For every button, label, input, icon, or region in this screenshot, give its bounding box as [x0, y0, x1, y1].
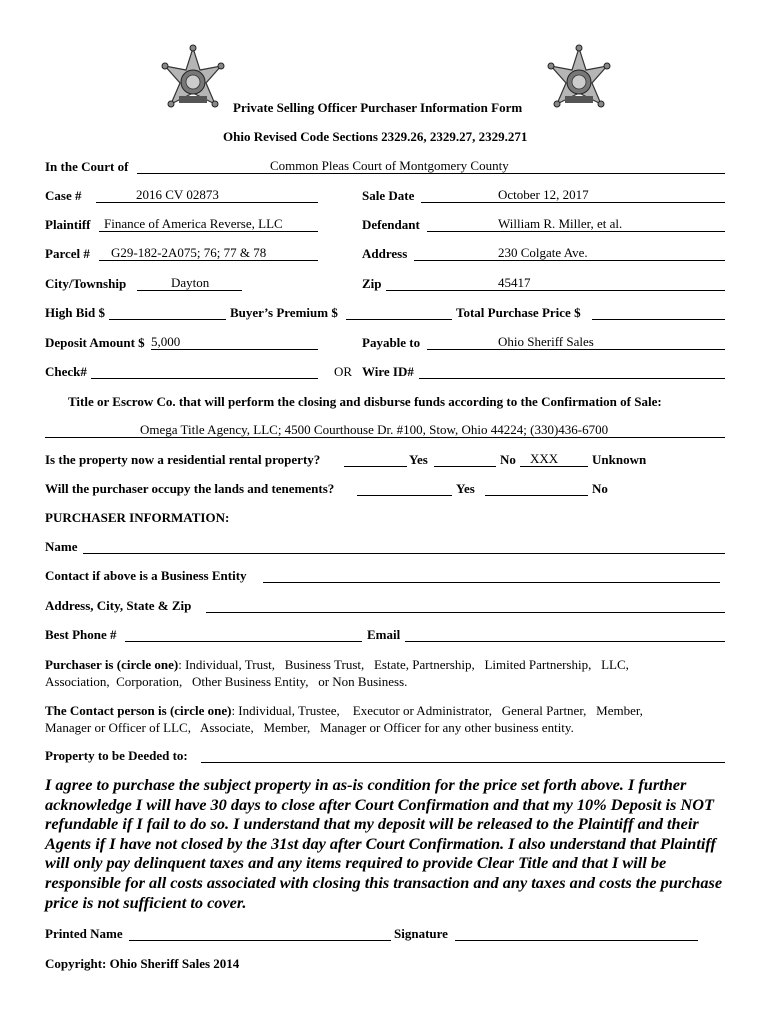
case-field[interactable] — [96, 187, 318, 203]
city-label: City/Township — [45, 276, 127, 291]
purchaser-is-block — [45, 656, 735, 690]
parcel-field[interactable] — [99, 245, 318, 261]
address-field[interactable] — [414, 245, 725, 261]
deposit-field[interactable] — [151, 334, 318, 350]
contact-is-block — [45, 702, 735, 736]
check-field[interactable] — [91, 363, 318, 379]
defendant-field[interactable] — [427, 216, 725, 232]
purchaser-is-options-2[interactable]: Association, Corporation, Other Business Entity, or Non Business. — [45, 674, 408, 689]
copyright-text: Copyright: Ohio Sheriff Sales 2014 — [45, 956, 240, 971]
name-label: Name — [45, 539, 78, 554]
city-value: Dayton — [171, 275, 210, 290]
high-bid-field[interactable] — [109, 304, 226, 320]
title-escrow-field[interactable] — [45, 422, 725, 438]
rental-unknown-mark: XXX — [530, 451, 559, 466]
wire-label: Wire ID# — [362, 364, 414, 379]
payable-value: Ohio Sheriff Sales — [498, 334, 594, 349]
title-escrow-value: Omega Title Agency, LLC; 4500 Courthouse Dr. #100, Stow, Ohio 44224; (330)436-6700 — [140, 422, 609, 437]
deeded-field[interactable] — [201, 747, 725, 763]
rental-question: Is the property now a residential rental property? — [45, 452, 321, 467]
printed-name-label: Printed Name — [45, 926, 123, 941]
rental-no-label: No — [500, 452, 516, 467]
phone-field[interactable] — [125, 626, 362, 642]
address-city-field[interactable] — [206, 597, 725, 613]
or-text: OR — [334, 364, 353, 379]
defendant-label: Defendant — [362, 217, 420, 232]
occupy-yes-field[interactable] — [357, 480, 452, 496]
deeded-label: Property to be Deeded to: — [45, 748, 188, 763]
contact-is-options-2[interactable]: Manager or Officer of LLC, Associate, Member, Manager or Officer for any other business entity. — [45, 720, 574, 735]
form-title: Private Selling Officer Purchaser Information Form — [233, 100, 523, 115]
deposit-value: 5,000 — [151, 334, 181, 349]
total-price-label: Total Purchase Price $ — [456, 305, 581, 320]
buyers-premium-field[interactable] — [346, 304, 452, 320]
sale-date-value: October 12, 2017 — [498, 187, 589, 202]
occupy-no-field[interactable] — [485, 480, 588, 496]
defendant-value: William R. Miller, et al. — [498, 216, 623, 231]
rental-yes-field[interactable] — [344, 451, 407, 467]
wire-field[interactable] — [419, 363, 725, 379]
city-field[interactable] — [137, 275, 242, 291]
occupy-question: Will the purchaser occupy the lands and tenements? — [45, 481, 335, 496]
badge-text-right: SHERIFF — [566, 106, 592, 112]
court-label: In the Court of — [45, 159, 129, 174]
title-escrow-label: Title or Escrow Co. that will perform the closing and disburse funds according to the Confirmation of Sale: — [68, 394, 662, 409]
case-value: 2016 CV 02873 — [136, 187, 219, 202]
address-value: 230 Colgate Ave. — [498, 245, 588, 260]
purchaser-is-label: Purchaser is (circle one) — [45, 657, 179, 672]
contact-field[interactable] — [263, 567, 720, 583]
purchaser-is-options[interactable]: : Individual, Trust, Business Trust, Estate, Partnership, Limited Partnership, LLC, — [178, 657, 629, 672]
zip-label: Zip — [362, 276, 382, 291]
occupy-yes-label: Yes — [456, 481, 475, 496]
total-price-field[interactable] — [592, 304, 725, 320]
deposit-label: Deposit Amount $ — [45, 335, 145, 350]
case-label: Case # — [45, 188, 82, 203]
plaintiff-label: Plaintiff — [45, 217, 91, 232]
contact-is-options[interactable]: : Individual, Trustee, Executor or Administrator, General Partner, Member, — [231, 703, 643, 718]
sheriff-badge-right-icon — [546, 44, 612, 114]
sale-date-field[interactable] — [421, 187, 725, 203]
high-bid-label: High Bid $ — [45, 305, 105, 320]
zip-field[interactable] — [386, 275, 725, 291]
sale-date-label: Sale Date — [362, 188, 415, 203]
occupy-no-label: No — [592, 481, 608, 496]
address-label: Address — [362, 246, 408, 261]
contact-label: Contact if above is a Business Entity — [45, 568, 247, 583]
court-value: Common Pleas Court of Montgomery County — [270, 158, 509, 173]
address-city-label: Address, City, State & Zip — [45, 598, 192, 613]
badge-text-left: SHERIFF — [180, 106, 206, 112]
plaintiff-value: Finance of America Reverse, LLC — [104, 216, 283, 231]
agreement-paragraph: I agree to purchase the subject property in as-is condition for the price set forth above. I further acknowledge I will have 30 days to close after Court Confirmation and that my 10% Deposit is NOT refundable if I fail to do so. I understand that my deposit will be released to the Plaintiff and their Agents if I have not closed by the 31st day after Court Confirmation. I also understand that Plaintiff will only pay delinquent taxes and any items required to provide Clear Title and that I will be responsible for all costs associated with closing this transaction and any taxes and costs the purchase price is not sufficient to cover. — [45, 775, 723, 912]
email-field[interactable] — [405, 626, 725, 642]
check-label: Check# — [45, 364, 87, 379]
printed-name-field[interactable] — [129, 925, 391, 941]
zip-value: 45417 — [498, 275, 531, 290]
plaintiff-field[interactable] — [99, 216, 318, 232]
payable-label: Payable to — [362, 335, 421, 350]
purchaser-header: PURCHASER INFORMATION: — [45, 510, 230, 525]
parcel-value: G29-182-2A075; 76; 77 & 78 — [111, 245, 267, 260]
email-label: Email — [367, 627, 401, 642]
phone-label: Best Phone # — [45, 627, 117, 642]
rental-unknown-field[interactable] — [520, 451, 588, 467]
rental-no-field[interactable] — [434, 451, 496, 467]
form-subtitle: Ohio Revised Code Sections 2329.26, 2329.27, 2329.271 — [223, 129, 528, 144]
rental-yes-label: Yes — [409, 452, 428, 467]
contact-is-label: The Contact person is (circle one) — [45, 703, 232, 718]
signature-field[interactable] — [455, 925, 698, 941]
court-field[interactable] — [137, 158, 725, 174]
name-field[interactable] — [83, 538, 725, 554]
buyers-premium-label: Buyer’s Premium $ — [230, 305, 338, 320]
sheriff-badge-left-icon — [160, 44, 226, 114]
rental-unknown-label: Unknown — [592, 452, 647, 467]
signature-label: Signature — [394, 926, 448, 941]
payable-field[interactable] — [427, 334, 725, 350]
parcel-label: Parcel # — [45, 246, 90, 261]
